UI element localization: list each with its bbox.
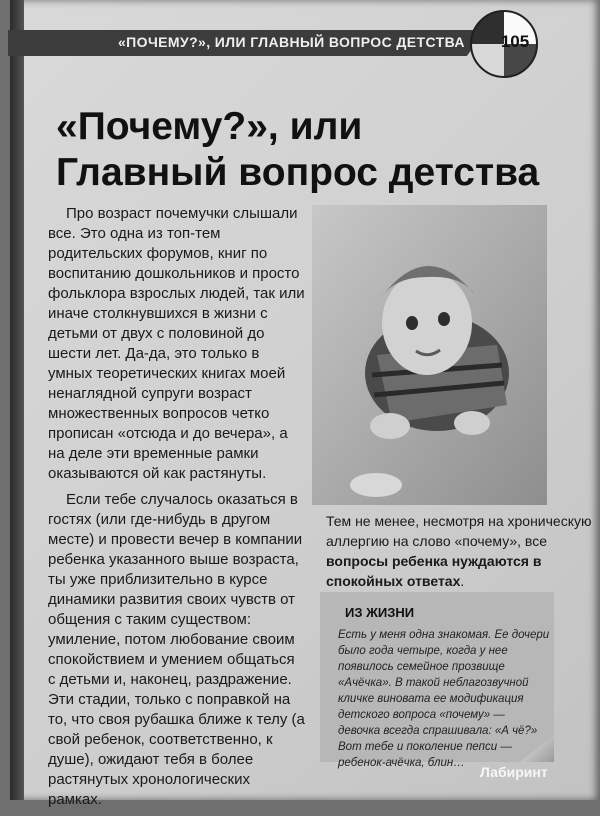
right-paragraph-tail: .: [460, 573, 465, 589]
page-title: [56, 104, 539, 196]
page-spine-shadow: [10, 0, 24, 800]
child-photo-illustration: [312, 205, 547, 505]
title-line-2: Главный вопрос детства: [56, 151, 540, 194]
title-line-1: «Почему?», или: [56, 105, 363, 148]
article-paragraph-2: Если тебе случалось оказаться в гостях (или где-нибудь в другом месте) и провести вечер в компании ребенка указанного выше возраста, ты уже приблизительно в курсе динамики развития своих чувств от общения с таким существом: умиление, потом любование своим спокойствием и умением общаться с детьми и, наконец, раздражение. Эти стадии, только с поправкой на то, что своя рубашка ближе к телу (а свой ребенок, соответственно, к душе), ожидают тебя в более растянутых хронологических рамках.: [48, 491, 305, 808]
article-body: [48, 204, 306, 816]
sidebar-body: [338, 627, 550, 771]
sidebar-text: Есть у меня одна знакомая. Ее дочери было года четыре, когда у нее появилось семейное прозвище «Ачёчка». В такой неблагозвучной кличке виновата ее модификация детского вопроса «почему» — девочка всегда спрашивала: «А чё?» Вот тебе и поколение пепси — ребенок-ачёчка, блин…: [338, 629, 550, 769]
child-photo: [312, 205, 547, 505]
article-paragraph-1: Про возраст почемучки слышали все. Это одна из топ-тем родительских форумов, книг по воспитанию дошкольников и просто фольклора взрослых людей, так или иначе столкнувшихся в жизни с детьми от двух с половиной до шести лет. Да-да, это только в умных теоретических книгах моей ненаглядной супруги возраст множественных вопросов четко прописан «отсюда и до вечера», а на деле эти временные рамки оказываются ой как растянуты.: [48, 205, 305, 482]
header-section-title: «ПОЧЕМУ?», ИЛИ ГЛАВНЫЙ ВОПРОС ДЕТСТВА: [118, 34, 465, 50]
right-column-paragraph: [326, 511, 596, 591]
watermark: Лабиринт: [480, 764, 548, 780]
right-paragraph-lead: Тем не менее, несмотря на хроническую аллергию на слово «почему», все: [326, 513, 592, 549]
sidebar-title: ИЗ ЖИЗНИ: [345, 605, 415, 620]
page-number: 105: [500, 32, 530, 51]
right-paragraph-bold: вопросы ребенка нуждаются в спокойных ответах: [326, 553, 542, 589]
